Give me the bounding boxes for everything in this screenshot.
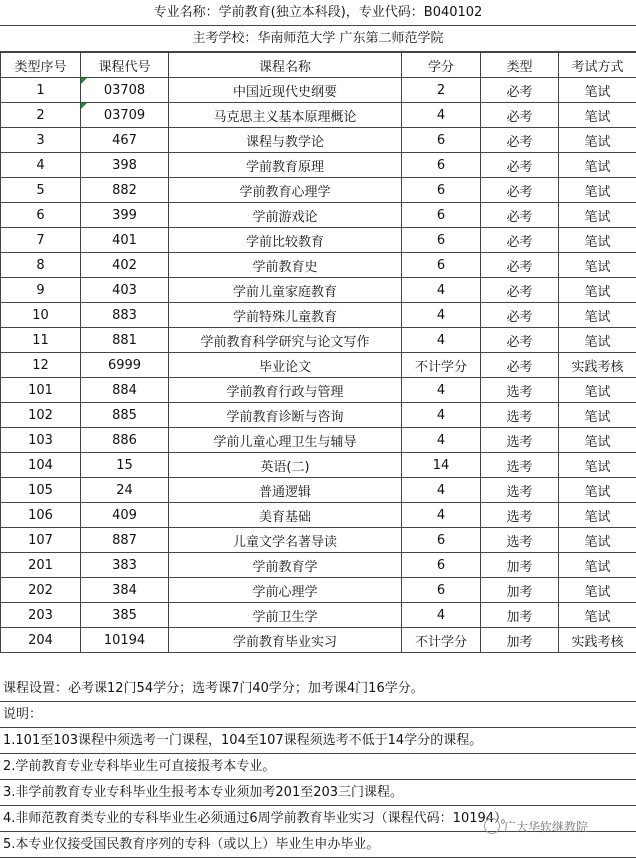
- cell-course-code: 467: [81, 128, 169, 153]
- cell-credit: 6: [402, 553, 481, 578]
- cell-type: 必考: [481, 278, 559, 303]
- cell-course-name: 美育基础: [169, 503, 402, 528]
- cell-seq: 11: [1, 328, 81, 353]
- cell-credit: 14: [402, 453, 481, 478]
- cell-course-code: 385: [81, 603, 169, 628]
- cell-seq: 9: [1, 278, 81, 303]
- table-row: [1, 153, 636, 178]
- col-header-code: 课程代号: [81, 53, 169, 78]
- table-row: [1, 253, 636, 278]
- cell-credit: 6: [402, 128, 481, 153]
- cell-course-code: 882: [81, 178, 169, 203]
- cell-type: 选考: [481, 428, 559, 453]
- cell-exam-method: 笔试: [559, 603, 636, 628]
- cell-credit: 6: [402, 153, 481, 178]
- cell-course-name: 儿童文学名著导读: [169, 528, 402, 553]
- major-title: 专业名称：学前教育(独立本科段)，专业代码：B040102: [0, 0, 636, 26]
- note-item: 5.本专业仅接受国民教育序列的专科（或以上）毕业生申办毕业。: [0, 832, 636, 858]
- cell-credit: 6: [402, 228, 481, 253]
- course-summary: 课程设置：必考课12门54学分；选考课7门40学分；加考课4门16学分。: [0, 676, 636, 702]
- cell-exam-method: 笔试: [559, 503, 636, 528]
- note-item: 4.非师范教育类专业的专科毕业生必须通过6周学前教育毕业实习（课程代码：10194）。: [0, 806, 636, 832]
- cell-course-name: 学前教育心理学: [169, 178, 402, 203]
- cell-credit: 不计学分: [402, 353, 481, 378]
- cell-exam-method: 笔试: [559, 228, 636, 253]
- cell-course-code: 6999: [81, 353, 169, 378]
- table-body: [1, 78, 636, 653]
- cell-course-name: 学前儿童家庭教育: [169, 278, 402, 303]
- cell-course-code: 883: [81, 303, 169, 328]
- cell-course-code: 03708: [81, 78, 169, 103]
- cell-type: 必考: [481, 78, 559, 103]
- watermark: [484, 818, 588, 835]
- cell-course-code: 10194: [81, 628, 169, 653]
- cell-exam-method: 笔试: [559, 478, 636, 503]
- cell-exam-method: 笔试: [559, 578, 636, 603]
- cell-seq: 101: [1, 378, 81, 403]
- cell-course-code: 402: [81, 253, 169, 278]
- cell-seq: 203: [1, 603, 81, 628]
- cell-credit: 4: [402, 278, 481, 303]
- cell-course-code: 403: [81, 278, 169, 303]
- table-row: [1, 228, 636, 253]
- cell-exam-method: 笔试: [559, 253, 636, 278]
- cell-credit: 4: [402, 303, 481, 328]
- cell-exam-method: 笔试: [559, 378, 636, 403]
- table-row: [1, 103, 636, 128]
- note-item: 2.学前教育专业专科毕业生可直接报考本专业。: [0, 754, 636, 780]
- cell-type: 选考: [481, 453, 559, 478]
- cell-course-name: 学前教育科学研究与论文写作: [169, 328, 402, 353]
- cell-course-code: 885: [81, 403, 169, 428]
- cell-exam-method: 笔试: [559, 428, 636, 453]
- cell-seq: 4: [1, 153, 81, 178]
- cell-course-code: 399: [81, 203, 169, 228]
- cell-seq: 202: [1, 578, 81, 603]
- cell-credit: 6: [402, 178, 481, 203]
- cell-credit: 6: [402, 203, 481, 228]
- cell-seq: 107: [1, 528, 81, 553]
- cell-course-code: 886: [81, 428, 169, 453]
- cell-course-name: 马克思主义基本原理概论: [169, 103, 402, 128]
- table-header-row: [1, 53, 636, 78]
- cell-type: 选考: [481, 478, 559, 503]
- cell-seq: 106: [1, 503, 81, 528]
- cell-course-code: 881: [81, 328, 169, 353]
- table-row: [1, 178, 636, 203]
- cell-seq: 204: [1, 628, 81, 653]
- cell-exam-method: 笔试: [559, 103, 636, 128]
- cell-type: 选考: [481, 528, 559, 553]
- cell-course-code: 409: [81, 503, 169, 528]
- cell-seq: 5: [1, 178, 81, 203]
- note-item: 3.非学前教育专业专科毕业生报考本专业须加考201至203三门课程。: [0, 780, 636, 806]
- table-row: [1, 553, 636, 578]
- cell-course-name: 英语(二): [169, 453, 402, 478]
- cell-credit: 4: [402, 603, 481, 628]
- cell-course-name: 学前游戏论: [169, 203, 402, 228]
- cell-course-name: 学前教育毕业实习: [169, 628, 402, 653]
- cell-exam-method: 笔试: [559, 178, 636, 203]
- cell-course-name: 学前特殊儿童教育: [169, 303, 402, 328]
- cell-seq: 102: [1, 403, 81, 428]
- cell-seq: 201: [1, 553, 81, 578]
- table-row: [1, 378, 636, 403]
- cell-type: 必考: [481, 253, 559, 278]
- cell-type: 必考: [481, 353, 559, 378]
- table-row: [1, 603, 636, 628]
- cell-type: 加考: [481, 553, 559, 578]
- cell-type: 选考: [481, 378, 559, 403]
- cell-seq: 8: [1, 253, 81, 278]
- col-header-exam: 考试方式: [559, 53, 636, 78]
- cell-credit: 2: [402, 78, 481, 103]
- cell-credit: 4: [402, 378, 481, 403]
- cell-type: 必考: [481, 328, 559, 353]
- table-row: [1, 203, 636, 228]
- cell-exam-method: 笔试: [559, 553, 636, 578]
- cell-course-name: 普通逻辑: [169, 478, 402, 503]
- cell-seq: 1: [1, 78, 81, 103]
- cell-seq: 103: [1, 428, 81, 453]
- cell-exam-method: 笔试: [559, 528, 636, 553]
- watermark-text: 广大华软继教院: [504, 820, 589, 834]
- cell-course-name: 学前心理学: [169, 578, 402, 603]
- cell-exam-method: 笔试: [559, 128, 636, 153]
- cell-seq: 105: [1, 478, 81, 503]
- cell-seq: 6: [1, 203, 81, 228]
- table-row: [1, 528, 636, 553]
- cell-course-name: 学前教育诊断与咨询: [169, 403, 402, 428]
- cell-course-code: 15: [81, 453, 169, 478]
- cell-type: 加考: [481, 603, 559, 628]
- cell-seq: 2: [1, 103, 81, 128]
- cell-course-name: 毕业论文: [169, 353, 402, 378]
- cell-course-name: 课程与教学论: [169, 128, 402, 153]
- notes-title: 说明：: [0, 702, 636, 728]
- table-row: [1, 78, 636, 103]
- table-row: [1, 428, 636, 453]
- col-header-credit: 学分: [402, 53, 481, 78]
- col-header-seq: 类型序号: [1, 53, 81, 78]
- cell-course-name: 学前教育史: [169, 253, 402, 278]
- table-row: [1, 278, 636, 303]
- cell-type: 必考: [481, 103, 559, 128]
- cell-seq: 104: [1, 453, 81, 478]
- cell-credit: 4: [402, 403, 481, 428]
- cell-credit: 4: [402, 428, 481, 453]
- cell-course-code: 383: [81, 553, 169, 578]
- cell-type: 加考: [481, 578, 559, 603]
- cell-credit: 4: [402, 503, 481, 528]
- cell-type: 必考: [481, 303, 559, 328]
- cell-credit: 4: [402, 328, 481, 353]
- cell-type: 选考: [481, 503, 559, 528]
- cell-type: 加考: [481, 628, 559, 653]
- table-row: [1, 303, 636, 328]
- table-row: [1, 478, 636, 503]
- cell-exam-method: 笔试: [559, 78, 636, 103]
- cell-course-code: 401: [81, 228, 169, 253]
- cell-credit: 6: [402, 528, 481, 553]
- table-row: [1, 128, 636, 153]
- cell-seq: 7: [1, 228, 81, 253]
- cell-credit: 4: [402, 478, 481, 503]
- cell-seq: 3: [1, 128, 81, 153]
- wechat-icon: [484, 818, 500, 834]
- cell-type: 选考: [481, 403, 559, 428]
- cell-course-code: 884: [81, 378, 169, 403]
- cell-type: 必考: [481, 178, 559, 203]
- col-header-name: 课程名称: [169, 53, 402, 78]
- cell-course-code: 384: [81, 578, 169, 603]
- note-item: 1.101至103课程中须选考一门课程，104至107课程须选考不低于14学分的课程。: [0, 728, 636, 754]
- cell-exam-method: 实践考核: [559, 353, 636, 378]
- cell-course-name: 学前比较教育: [169, 228, 402, 253]
- cell-exam-method: 实践考核: [559, 628, 636, 653]
- cell-course-code: 24: [81, 478, 169, 503]
- cell-credit: 6: [402, 578, 481, 603]
- cell-seq: 12: [1, 353, 81, 378]
- course-table: [0, 52, 636, 653]
- table-row: [1, 403, 636, 428]
- cell-exam-method: 笔试: [559, 203, 636, 228]
- cell-seq: 10: [1, 303, 81, 328]
- cell-course-name: 学前卫生学: [169, 603, 402, 628]
- cell-course-name: 学前儿童心理卫生与辅导: [169, 428, 402, 453]
- cell-exam-method: 笔试: [559, 453, 636, 478]
- table-row: [1, 353, 636, 378]
- cell-course-code: 398: [81, 153, 169, 178]
- cell-type: 必考: [481, 128, 559, 153]
- cell-course-code: 887: [81, 528, 169, 553]
- cell-type: 必考: [481, 203, 559, 228]
- table-row: [1, 503, 636, 528]
- cell-credit: 不计学分: [402, 628, 481, 653]
- cell-course-name: 学前教育原理: [169, 153, 402, 178]
- cell-course-code: 03709: [81, 103, 169, 128]
- cell-exam-method: 笔试: [559, 278, 636, 303]
- cell-type: 必考: [481, 228, 559, 253]
- exam-schools: 主考学校：华南师范大学 广东第二师范学院: [0, 26, 636, 52]
- cell-credit: 4: [402, 103, 481, 128]
- cell-course-name: 学前教育学: [169, 553, 402, 578]
- cell-type: 必考: [481, 153, 559, 178]
- table-row: [1, 453, 636, 478]
- cell-exam-method: 笔试: [559, 153, 636, 178]
- cell-course-name: 中国近现代史纲要: [169, 78, 402, 103]
- table-row: [1, 578, 636, 603]
- cell-exam-method: 笔试: [559, 403, 636, 428]
- col-header-type: 类型: [481, 53, 559, 78]
- cell-exam-method: 笔试: [559, 328, 636, 353]
- cell-course-name: 学前教育行政与管理: [169, 378, 402, 403]
- cell-exam-method: 笔试: [559, 303, 636, 328]
- table-row: [1, 328, 636, 353]
- cell-credit: 6: [402, 253, 481, 278]
- table-row: [1, 628, 636, 653]
